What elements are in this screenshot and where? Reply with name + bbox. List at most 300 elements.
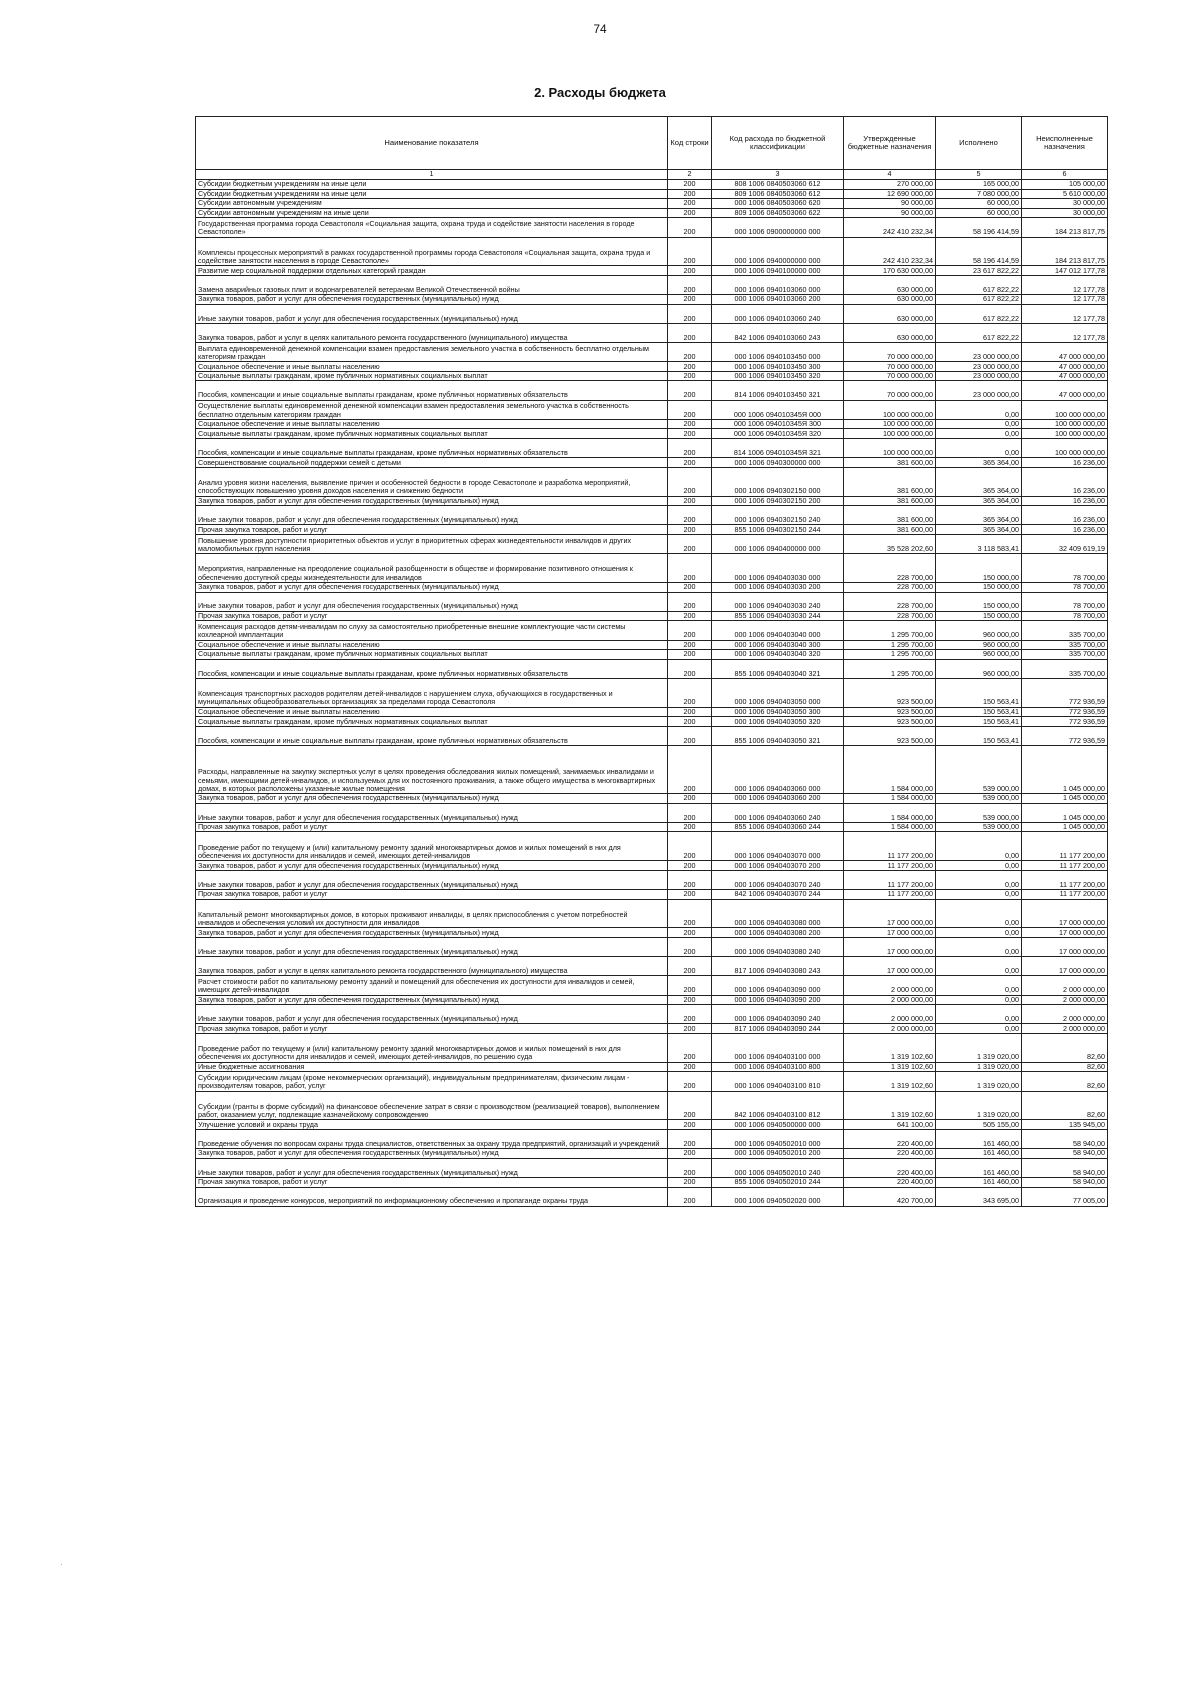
cell-classification-code: 855 1006 0940403040 321 <box>712 659 844 678</box>
cell-executed: 539 000,00 <box>936 746 1022 794</box>
cell-indicator-name: Компенсация транспортных расходов родителям детей-инвалидов с нарушением слуха, обучающихся в государственных и муниципальных общеобразовательных организациях за пределами города Севастополя <box>196 678 668 707</box>
table-row <box>196 717 1108 727</box>
cell-indicator-name: Иные закупки товаров, работ и услуг для обеспечения государственных (муниципальных) нужд <box>196 1005 668 1024</box>
table-row <box>196 189 1108 199</box>
cell-executed: 0,00 <box>936 995 1022 1005</box>
table-row <box>196 621 1108 640</box>
cell-approved: 630 000,00 <box>844 295 936 305</box>
cell-executed: 0,00 <box>936 419 1022 429</box>
table-row <box>196 535 1108 554</box>
cell-unexecuted: 335 700,00 <box>1022 621 1108 640</box>
cell-approved: 381 600,00 <box>844 525 936 535</box>
cell-line-code: 200 <box>668 266 712 276</box>
cell-executed: 150 000,00 <box>936 592 1022 611</box>
cell-unexecuted: 2 000 000,00 <box>1022 1024 1108 1034</box>
cell-executed: 150 563,41 <box>936 678 1022 707</box>
table-row <box>196 707 1108 717</box>
cell-line-code: 200 <box>668 1120 712 1130</box>
cell-indicator-name: Социальное обеспечение и иные выплаты населению <box>196 640 668 650</box>
cell-indicator-name: Проведение обучения по вопросам охраны труда специалистов, ответственных за охрану труда предприятий, организаций и учреждений <box>196 1129 668 1148</box>
cell-executed: 23 617 822,22 <box>936 266 1022 276</box>
cell-classification-code: 000 1006 0940403060 240 <box>712 803 844 822</box>
cell-unexecuted: 100 000 000,00 <box>1022 419 1108 429</box>
cell-indicator-name: Прочая закупка товаров, работ и услуг <box>196 890 668 900</box>
cell-approved: 1 584 000,00 <box>844 822 936 832</box>
cell-classification-code: 000 1006 0940403050 000 <box>712 678 844 707</box>
cell-unexecuted: 335 700,00 <box>1022 640 1108 650</box>
table-row <box>196 362 1108 372</box>
cell-line-code: 200 <box>668 189 712 199</box>
cell-approved: 100 000 000,00 <box>844 400 936 419</box>
cell-indicator-name: Расходы, направленные на закупку экспертных услуг в целях проведения обследования жилых помещений, занимаемых инвалидами и семьями, имеющими детей-инвалидов, и используемых для их постоянного проживания, а также общего имущества в многоквартирных домах, в которых расположены указанные жилые помещения <box>196 746 668 794</box>
table-row <box>196 1149 1108 1159</box>
cell-indicator-name: Развитие мер социальной поддержки отдельных категорий граждан <box>196 266 668 276</box>
cell-classification-code: 000 1006 0940403030 000 <box>712 554 844 583</box>
cell-executed: 0,00 <box>936 957 1022 976</box>
cell-executed: 161 460,00 <box>936 1149 1022 1159</box>
cell-unexecuted: 11 177 200,00 <box>1022 861 1108 871</box>
cell-unexecuted: 58 940,00 <box>1022 1129 1108 1148</box>
table-row <box>196 208 1108 218</box>
cell-unexecuted: 11 177 200,00 <box>1022 890 1108 900</box>
cell-line-code: 200 <box>668 295 712 305</box>
cell-indicator-name: Иные закупки товаров, работ и услуг для обеспечения государственных (муниципальных) нужд <box>196 938 668 957</box>
cell-executed: 58 196 414,59 <box>936 218 1022 237</box>
table-row <box>196 746 1108 794</box>
cell-classification-code: 000 1006 0940403070 200 <box>712 861 844 871</box>
cell-indicator-name: Закупка товаров, работ и услуг в целях капитального ремонта государственного (муниципального) имущества <box>196 957 668 976</box>
cell-indicator-name: Субсидии бюджетным учреждениям на иные цели <box>196 189 668 199</box>
cell-executed: 1 319 020,00 <box>936 1033 1022 1062</box>
cell-unexecuted: 58 940,00 <box>1022 1149 1108 1159</box>
table-row <box>196 1120 1108 1130</box>
cell-indicator-name: Компенсация расходов детям-инвалидам по слуху за самостоятельно приобретенные внешние комплектующие части системы кохлеарной имплантации <box>196 621 668 640</box>
cell-line-code: 200 <box>668 640 712 650</box>
cell-executed: 617 822,22 <box>936 304 1022 323</box>
cell-indicator-name: Социальные выплаты гражданам, кроме публичных нормативных социальных выплат <box>196 371 668 381</box>
cell-line-code: 200 <box>668 803 712 822</box>
cell-approved: 381 600,00 <box>844 496 936 506</box>
cell-indicator-name: Прочая закупка товаров, работ и услуг <box>196 1024 668 1034</box>
cell-approved: 70 000 000,00 <box>844 371 936 381</box>
cell-line-code: 200 <box>668 208 712 218</box>
cell-indicator-name: Закупка товаров, работ и услуг для обеспечения государственных (муниципальных) нужд <box>196 582 668 592</box>
table-body <box>196 180 1108 1207</box>
table-row <box>196 467 1108 496</box>
cell-unexecuted: 2 000 000,00 <box>1022 976 1108 995</box>
cell-line-code: 200 <box>668 458 712 468</box>
cell-approved: 11 177 200,00 <box>844 890 936 900</box>
cell-approved: 1 295 700,00 <box>844 640 936 650</box>
table-row <box>196 678 1108 707</box>
cell-approved: 242 410 232,34 <box>844 237 936 266</box>
cell-unexecuted: 2 000 000,00 <box>1022 995 1108 1005</box>
table-row <box>196 419 1108 429</box>
cell-unexecuted: 16 236,00 <box>1022 458 1108 468</box>
cell-executed: 617 822,22 <box>936 323 1022 342</box>
cell-indicator-name: Пособия, компенсации и иные социальные выплаты гражданам, кроме публичных нормативных обязательств <box>196 381 668 400</box>
cell-indicator-name: Расчет стоимости работ по капитальному ремонту зданий и помещений для обеспечения их доступности для инвалидов и семей, имеющих детей-инвалидов <box>196 976 668 995</box>
column-number: 5 <box>936 170 1022 180</box>
cell-unexecuted: 17 000 000,00 <box>1022 957 1108 976</box>
cell-classification-code: 000 1006 0940403070 240 <box>712 870 844 889</box>
cell-executed: 0,00 <box>936 439 1022 458</box>
table-row <box>196 890 1108 900</box>
cell-approved: 630 000,00 <box>844 275 936 294</box>
cell-line-code: 200 <box>668 180 712 190</box>
cell-unexecuted: 16 236,00 <box>1022 467 1108 496</box>
cell-executed: 539 000,00 <box>936 794 1022 804</box>
cell-line-code: 200 <box>668 371 712 381</box>
cell-executed: 7 080 000,00 <box>936 189 1022 199</box>
table-row <box>196 371 1108 381</box>
cell-executed: 365 364,00 <box>936 496 1022 506</box>
cell-indicator-name: Социальное обеспечение и иные выплаты населению <box>196 419 668 429</box>
cell-line-code: 200 <box>668 1158 712 1177</box>
cell-approved: 17 000 000,00 <box>844 928 936 938</box>
cell-classification-code: 000 1006 0940502020 000 <box>712 1187 844 1206</box>
cell-approved: 270 000,00 <box>844 180 936 190</box>
cell-unexecuted: 78 700,00 <box>1022 611 1108 621</box>
cell-unexecuted: 32 409 619,19 <box>1022 535 1108 554</box>
cell-unexecuted: 184 213 817,75 <box>1022 218 1108 237</box>
cell-indicator-name: Закупка товаров, работ и услуг для обеспечения государственных (муниципальных) нужд <box>196 794 668 804</box>
cell-indicator-name: Капитальный ремонт многоквартирных домов, в которых проживают инвалиды, в целях приспособления с учетом потребностей инвалидов и обеспечения условий их доступности для инвалидов <box>196 899 668 928</box>
cell-unexecuted: 17 000 000,00 <box>1022 938 1108 957</box>
cell-approved: 420 700,00 <box>844 1187 936 1206</box>
cell-classification-code: 000 1006 0940302150 000 <box>712 467 844 496</box>
cell-line-code: 200 <box>668 1024 712 1034</box>
cell-indicator-name: Субсидии юридическим лицам (кроме некоммерческих организаций), индивидуальным предпринимателям, физическим лицам - производителям товаров, работ, услуг <box>196 1072 668 1091</box>
cell-classification-code: 000 1006 0940403080 240 <box>712 938 844 957</box>
table-row <box>196 1024 1108 1034</box>
cell-line-code: 200 <box>668 890 712 900</box>
cell-executed: 539 000,00 <box>936 803 1022 822</box>
cell-unexecuted: 2 000 000,00 <box>1022 1005 1108 1024</box>
cell-approved: 220 400,00 <box>844 1158 936 1177</box>
cell-indicator-name: Пособия, компенсации и иные социальные выплаты гражданам, кроме публичных нормативных обязательств <box>196 726 668 745</box>
cell-line-code: 200 <box>668 822 712 832</box>
cell-indicator-name: Иные закупки товаров, работ и услуг для обеспечения государственных (муниципальных) нужд <box>196 304 668 323</box>
cell-indicator-name: Пособия, компенсации и иные социальные выплаты гражданам, кроме публичных нормативных обязательств <box>196 439 668 458</box>
cell-indicator-name: Закупка товаров, работ и услуг для обеспечения государственных (муниципальных) нужд <box>196 1149 668 1159</box>
cell-classification-code: 000 1006 0940403100 000 <box>712 1033 844 1062</box>
header-line-code: Код строки <box>668 117 712 170</box>
cell-classification-code: 000 1006 0940500000 000 <box>712 1120 844 1130</box>
header-executed: Исполнено <box>936 117 1022 170</box>
cell-classification-code: 855 1006 0940403030 244 <box>712 611 844 621</box>
cell-executed: 960 000,00 <box>936 621 1022 640</box>
cell-classification-code: 855 1006 0940502010 244 <box>712 1177 844 1187</box>
cell-indicator-name: Пособия, компенсации и иные социальные выплаты гражданам, кроме публичных нормативных обязательств <box>196 659 668 678</box>
cell-executed: 3 118 583,41 <box>936 535 1022 554</box>
cell-indicator-name: Закупка товаров, работ и услуг для обеспечения государственных (муниципальных) нужд <box>196 995 668 1005</box>
cell-approved: 1 319 102,60 <box>844 1072 936 1091</box>
cell-line-code: 200 <box>668 362 712 372</box>
cell-approved: 100 000 000,00 <box>844 439 936 458</box>
cell-executed: 343 695,00 <box>936 1187 1022 1206</box>
cell-unexecuted: 1 045 000,00 <box>1022 803 1108 822</box>
cell-indicator-name: Осуществление выплаты единовременной денежной компенсации взамен предоставления земельного участка в собственность бесплатно отдельным категориям граждан <box>196 400 668 419</box>
cell-approved: 1 319 102,60 <box>844 1062 936 1072</box>
cell-unexecuted: 77 005,00 <box>1022 1187 1108 1206</box>
cell-unexecuted: 17 000 000,00 <box>1022 928 1108 938</box>
cell-line-code: 200 <box>668 650 712 660</box>
cell-executed: 365 364,00 <box>936 506 1022 525</box>
cell-indicator-name: Анализ уровня жизни населения, выявление причин и особенностей бедности в городе Севастополе и разработка мероприятий, способствующих повышению уровня доходов населения и снижению бедности <box>196 467 668 496</box>
cell-classification-code: 000 1006 0940103060 240 <box>712 304 844 323</box>
table-row <box>196 899 1108 928</box>
cell-executed: 161 460,00 <box>936 1158 1022 1177</box>
cell-executed: 0,00 <box>936 890 1022 900</box>
cell-line-code: 200 <box>668 323 712 342</box>
cell-line-code: 200 <box>668 678 712 707</box>
column-number: 4 <box>844 170 936 180</box>
header-classification-code: Код расхода по бюджетной классификации <box>712 117 844 170</box>
cell-line-code: 200 <box>668 467 712 496</box>
cell-unexecuted: 47 000 000,00 <box>1022 343 1108 362</box>
column-number: 2 <box>668 170 712 180</box>
cell-executed: 1 319 020,00 <box>936 1062 1022 1072</box>
cell-executed: 58 196 414,59 <box>936 237 1022 266</box>
cell-executed: 365 364,00 <box>936 467 1022 496</box>
cell-approved: 228 700,00 <box>844 554 936 583</box>
cell-approved: 35 528 202,60 <box>844 535 936 554</box>
header-approved: Утвержденные бюджетные назначения <box>844 117 936 170</box>
cell-line-code: 200 <box>668 717 712 727</box>
table-row <box>196 343 1108 362</box>
table-row <box>196 304 1108 323</box>
cell-line-code: 200 <box>668 1129 712 1148</box>
cell-classification-code: 000 1006 0940100000 000 <box>712 266 844 276</box>
cell-classification-code: 817 1006 0940403090 244 <box>712 1024 844 1034</box>
cell-classification-code: 000 1006 0940403090 240 <box>712 1005 844 1024</box>
table-row <box>196 1072 1108 1091</box>
cell-line-code: 200 <box>668 1033 712 1062</box>
cell-indicator-name: Организация и проведение конкурсов, мероприятий по информационному обеспечению и пропаганде охраны труда <box>196 1187 668 1206</box>
cell-approved: 923 500,00 <box>844 678 936 707</box>
table-row <box>196 199 1108 209</box>
cell-unexecuted: 12 177,78 <box>1022 275 1108 294</box>
cell-classification-code: 855 1006 0940403060 244 <box>712 822 844 832</box>
cell-unexecuted: 105 000,00 <box>1022 180 1108 190</box>
cell-line-code: 200 <box>668 1177 712 1187</box>
cell-executed: 150 000,00 <box>936 582 1022 592</box>
page-title: 2. Расходы бюджета <box>534 85 666 100</box>
margin-mark: · <box>60 1560 63 1569</box>
cell-indicator-name: Улучшение условий и охраны труда <box>196 1120 668 1130</box>
cell-line-code: 200 <box>668 1072 712 1091</box>
budget-expenses-table <box>195 116 1108 1207</box>
cell-classification-code: 000 1006 0940403060 000 <box>712 746 844 794</box>
cell-executed: 23 000 000,00 <box>936 381 1022 400</box>
cell-unexecuted: 78 700,00 <box>1022 592 1108 611</box>
cell-classification-code: 842 1006 0940103060 243 <box>712 323 844 342</box>
cell-classification-code: 000 1006 0940103450 000 <box>712 343 844 362</box>
cell-line-code: 200 <box>668 429 712 439</box>
cell-approved: 220 400,00 <box>844 1177 936 1187</box>
cell-line-code: 200 <box>668 928 712 938</box>
cell-classification-code: 000 1006 0940502010 200 <box>712 1149 844 1159</box>
cell-executed: 0,00 <box>936 400 1022 419</box>
table-row <box>196 659 1108 678</box>
cell-line-code: 200 <box>668 1149 712 1159</box>
cell-indicator-name: Иные закупки товаров, работ и услуг для обеспечения государственных (муниципальных) нужд <box>196 803 668 822</box>
cell-executed: 1 319 020,00 <box>936 1091 1022 1120</box>
cell-executed: 23 000 000,00 <box>936 343 1022 362</box>
cell-unexecuted: 772 936,59 <box>1022 678 1108 707</box>
cell-unexecuted: 135 945,00 <box>1022 1120 1108 1130</box>
cell-unexecuted: 100 000 000,00 <box>1022 439 1108 458</box>
cell-approved: 2 000 000,00 <box>844 976 936 995</box>
cell-line-code: 200 <box>668 861 712 871</box>
cell-unexecuted: 12 177,78 <box>1022 304 1108 323</box>
cell-approved: 1 295 700,00 <box>844 650 936 660</box>
cell-unexecuted: 47 000 000,00 <box>1022 362 1108 372</box>
cell-line-code: 200 <box>668 1187 712 1206</box>
cell-executed: 539 000,00 <box>936 822 1022 832</box>
table-row <box>196 218 1108 237</box>
table-row <box>196 611 1108 621</box>
cell-approved: 70 000 000,00 <box>844 343 936 362</box>
cell-executed: 150 000,00 <box>936 611 1022 621</box>
cell-unexecuted: 16 236,00 <box>1022 506 1108 525</box>
cell-indicator-name: Субсидии автономным учреждениям на иные цели <box>196 208 668 218</box>
cell-executed: 0,00 <box>936 899 1022 928</box>
cell-approved: 2 000 000,00 <box>844 1005 936 1024</box>
cell-unexecuted: 78 700,00 <box>1022 582 1108 592</box>
cell-unexecuted: 184 213 817,75 <box>1022 237 1108 266</box>
cell-indicator-name: Иные закупки товаров, работ и услуг для обеспечения государственных (муниципальных) нужд <box>196 870 668 889</box>
cell-approved: 923 500,00 <box>844 717 936 727</box>
cell-approved: 17 000 000,00 <box>844 938 936 957</box>
table-row <box>196 429 1108 439</box>
cell-line-code: 200 <box>668 707 712 717</box>
cell-classification-code: 817 1006 0940403080 243 <box>712 957 844 976</box>
cell-indicator-name: Закупка товаров, работ и услуг в целях капитального ремонта государственного (муниципального) имущества <box>196 323 668 342</box>
cell-line-code: 200 <box>668 995 712 1005</box>
table-row <box>196 1033 1108 1062</box>
cell-indicator-name: Иные закупки товаров, работ и услуг для обеспечения государственных (муниципальных) нужд <box>196 1158 668 1177</box>
cell-executed: 165 000,00 <box>936 180 1022 190</box>
table-row <box>196 1158 1108 1177</box>
cell-approved: 1 319 102,60 <box>844 1091 936 1120</box>
table-row <box>196 381 1108 400</box>
cell-unexecuted: 30 000,00 <box>1022 199 1108 209</box>
table-row <box>196 323 1108 342</box>
cell-approved: 228 700,00 <box>844 582 936 592</box>
cell-approved: 630 000,00 <box>844 304 936 323</box>
cell-unexecuted: 335 700,00 <box>1022 659 1108 678</box>
cell-indicator-name: Субсидии (гранты в форме субсидий) на финансовое обеспечение затрат в связи с производством (реализацией товаров), выполнением работ, оказанием услуг, подлежащие казначейскому сопровождению <box>196 1091 668 1120</box>
cell-classification-code: 000 1006 0940403040 320 <box>712 650 844 660</box>
cell-line-code: 200 <box>668 1005 712 1024</box>
table-row <box>196 506 1108 525</box>
cell-executed: 617 822,22 <box>936 295 1022 305</box>
cell-indicator-name: Социальные выплаты гражданам, кроме публичных нормативных социальных выплат <box>196 650 668 660</box>
cell-executed: 1 319 020,00 <box>936 1072 1022 1091</box>
cell-line-code: 200 <box>668 870 712 889</box>
cell-approved: 2 000 000,00 <box>844 1024 936 1034</box>
table-row <box>196 832 1108 861</box>
cell-classification-code: 000 1006 094010345Я 000 <box>712 400 844 419</box>
cell-classification-code: 809 1006 0840503060 622 <box>712 208 844 218</box>
cell-approved: 70 000 000,00 <box>844 362 936 372</box>
cell-classification-code: 000 1006 0940403030 200 <box>712 582 844 592</box>
cell-executed: 161 460,00 <box>936 1177 1022 1187</box>
cell-indicator-name: Повышение уровня доступности приоритетных объектов и услуг в приоритетных сферах жизнедеятельности инвалидов и других маломобильных групп населения <box>196 535 668 554</box>
table-row <box>196 861 1108 871</box>
cell-classification-code: 809 1006 0840503060 612 <box>712 189 844 199</box>
cell-indicator-name: Субсидии автономным учреждениям <box>196 199 668 209</box>
cell-approved: 220 400,00 <box>844 1129 936 1148</box>
table-row <box>196 554 1108 583</box>
cell-unexecuted: 58 940,00 <box>1022 1177 1108 1187</box>
cell-classification-code: 000 1006 0940103450 320 <box>712 371 844 381</box>
cell-approved: 100 000 000,00 <box>844 429 936 439</box>
cell-line-code: 200 <box>668 957 712 976</box>
cell-executed: 0,00 <box>936 976 1022 995</box>
cell-classification-code: 000 1006 0940403080 200 <box>712 928 844 938</box>
cell-executed: 365 364,00 <box>936 458 1022 468</box>
table-row <box>196 995 1108 1005</box>
cell-classification-code: 814 1006 0940103450 321 <box>712 381 844 400</box>
cell-line-code: 200 <box>668 237 712 266</box>
cell-approved: 11 177 200,00 <box>844 870 936 889</box>
cell-classification-code: 000 1006 0940502010 000 <box>712 1129 844 1148</box>
cell-unexecuted: 82,60 <box>1022 1072 1108 1091</box>
cell-unexecuted: 16 236,00 <box>1022 525 1108 535</box>
cell-line-code: 200 <box>668 832 712 861</box>
cell-classification-code: 000 1006 0940103060 200 <box>712 295 844 305</box>
cell-indicator-name: Социальное обеспечение и иные выплаты населению <box>196 362 668 372</box>
cell-classification-code: 000 1006 0940403030 240 <box>712 592 844 611</box>
cell-approved: 11 177 200,00 <box>844 832 936 861</box>
cell-classification-code: 000 1006 094010345Я 320 <box>712 429 844 439</box>
cell-executed: 0,00 <box>936 429 1022 439</box>
cell-classification-code: 000 1006 0940403100 810 <box>712 1072 844 1091</box>
cell-unexecuted: 100 000 000,00 <box>1022 400 1108 419</box>
cell-approved: 1 319 102,60 <box>844 1033 936 1062</box>
table-header-row <box>196 117 1108 170</box>
cell-indicator-name: Закупка товаров, работ и услуг для обеспечения государственных (муниципальных) нужд <box>196 861 668 871</box>
table-row <box>196 180 1108 190</box>
cell-indicator-name: Комплексы процессных мероприятий в рамках государственной программы города Севастополя «Социальная защита, охрана труда и содействие занятости населения в городе Севастополе» <box>196 237 668 266</box>
cell-executed: 960 000,00 <box>936 659 1022 678</box>
cell-indicator-name: Иные закупки товаров, работ и услуг для обеспечения государственных (муниципальных) нужд <box>196 592 668 611</box>
cell-line-code: 200 <box>668 419 712 429</box>
cell-indicator-name: Закупка товаров, работ и услуг для обеспечения государственных (муниципальных) нужд <box>196 295 668 305</box>
cell-indicator-name: Социальное обеспечение и иные выплаты населению <box>196 707 668 717</box>
cell-approved: 170 630 000,00 <box>844 266 936 276</box>
cell-classification-code: 808 1006 0840503060 612 <box>712 180 844 190</box>
cell-approved: 100 000 000,00 <box>844 419 936 429</box>
cell-executed: 0,00 <box>936 832 1022 861</box>
cell-classification-code: 855 1006 0940403050 321 <box>712 726 844 745</box>
table-row <box>196 1177 1108 1187</box>
cell-unexecuted: 82,60 <box>1022 1091 1108 1120</box>
table-row <box>196 525 1108 535</box>
cell-executed: 505 155,00 <box>936 1120 1022 1130</box>
cell-classification-code: 000 1006 0940302150 200 <box>712 496 844 506</box>
cell-executed: 365 364,00 <box>936 525 1022 535</box>
table-row <box>196 1005 1108 1024</box>
cell-executed: 150 563,41 <box>936 726 1022 745</box>
cell-line-code: 200 <box>668 381 712 400</box>
cell-approved: 381 600,00 <box>844 458 936 468</box>
cell-line-code: 200 <box>668 1062 712 1072</box>
cell-unexecuted: 11 177 200,00 <box>1022 870 1108 889</box>
